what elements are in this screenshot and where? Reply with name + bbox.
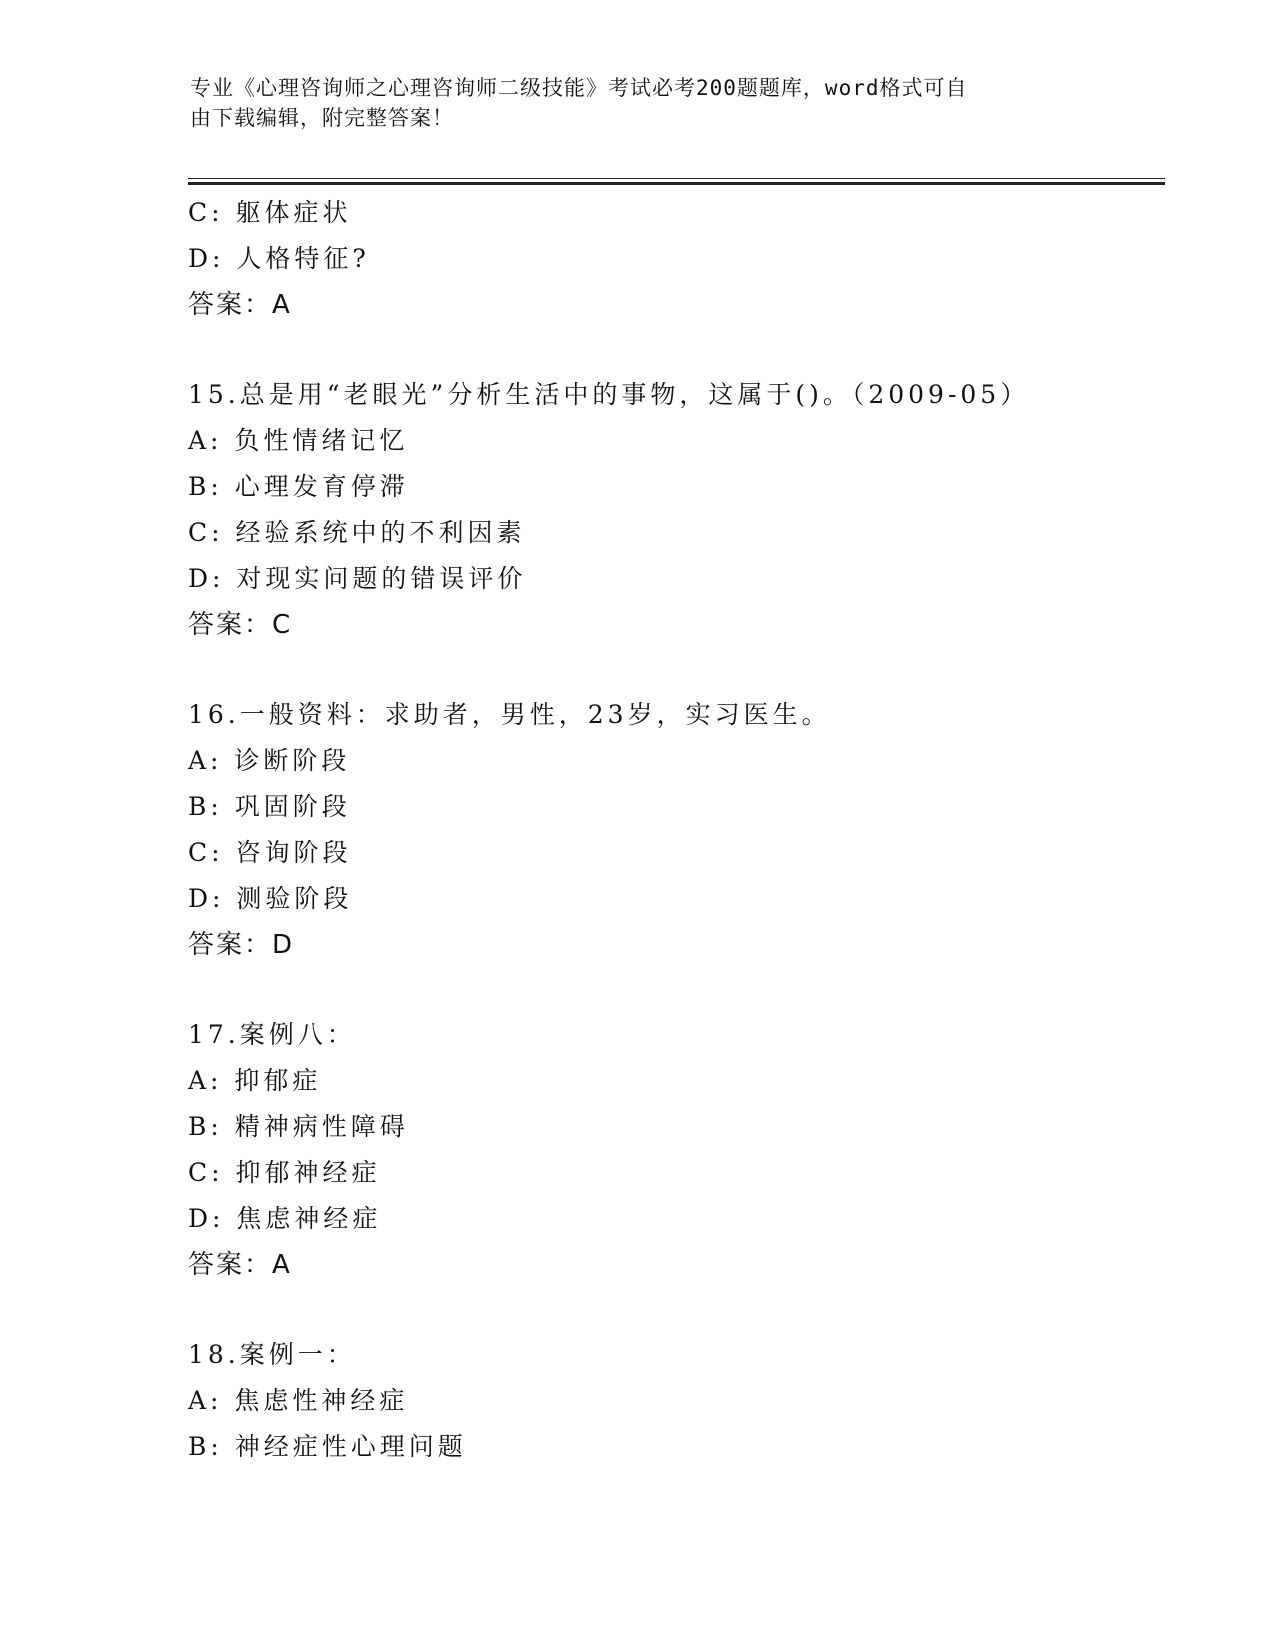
- option-d: D: 焦虑神经症: [188, 1204, 382, 1233]
- question-stem: 16.一般资料：求助者，男性，23岁，实习医生。: [188, 700, 831, 729]
- option-a: A: 抑郁症: [188, 1066, 322, 1095]
- option-b: B: 神经症性心理问题: [188, 1432, 467, 1461]
- answer-line: 答案：A: [188, 290, 292, 320]
- header-divider-thick: [188, 182, 1165, 185]
- question-stem: 18.案例一：: [188, 1340, 356, 1369]
- question-16: [188, 692, 1168, 968]
- question-list: [188, 190, 1168, 1470]
- header-line-2: 由下载编辑，附完整答案！: [190, 106, 454, 130]
- option-c: C: 躯体症状: [188, 198, 352, 227]
- option-b: B: 巩固阶段: [188, 792, 351, 821]
- option-c: C: 咨询阶段: [188, 838, 352, 867]
- header-line-1: 专业《心理咨询师之心理咨询师二级技能》考试必考200题题库，word格式可自: [190, 76, 968, 100]
- option-a: A: 诊断阶段: [188, 746, 351, 775]
- question-stem: 15.总是用“老眼光”分析生活中的事物，这属于()。（2009-05）: [188, 380, 1030, 409]
- option-d: D: 对现实问题的错误评价: [188, 564, 527, 593]
- question-15: [188, 372, 1168, 648]
- header-divider-thin: [188, 178, 1165, 179]
- option-a: A: 负性情绪记忆: [188, 426, 409, 455]
- question-14-continued: [188, 190, 1168, 328]
- answer-line: 答案：C: [188, 610, 293, 640]
- question-17: [188, 1012, 1168, 1288]
- question-18: [188, 1332, 1168, 1470]
- option-c: C: 经验系统中的不利因素: [188, 518, 526, 547]
- option-c: C: 抑郁神经症: [188, 1158, 381, 1187]
- option-d: D: 人格特征?: [188, 244, 370, 273]
- option-a: A: 焦虑性神经症: [188, 1386, 409, 1415]
- option-b: B: 精神病性障碍: [188, 1112, 409, 1141]
- option-b: B: 心理发育停滞: [188, 472, 409, 501]
- question-stem: 17.案例八：: [188, 1020, 356, 1049]
- answer-line: 答案：A: [188, 1250, 292, 1280]
- document-header: [190, 73, 1090, 133]
- answer-line: 答案：D: [188, 930, 295, 960]
- option-d: D: 测验阶段: [188, 884, 353, 913]
